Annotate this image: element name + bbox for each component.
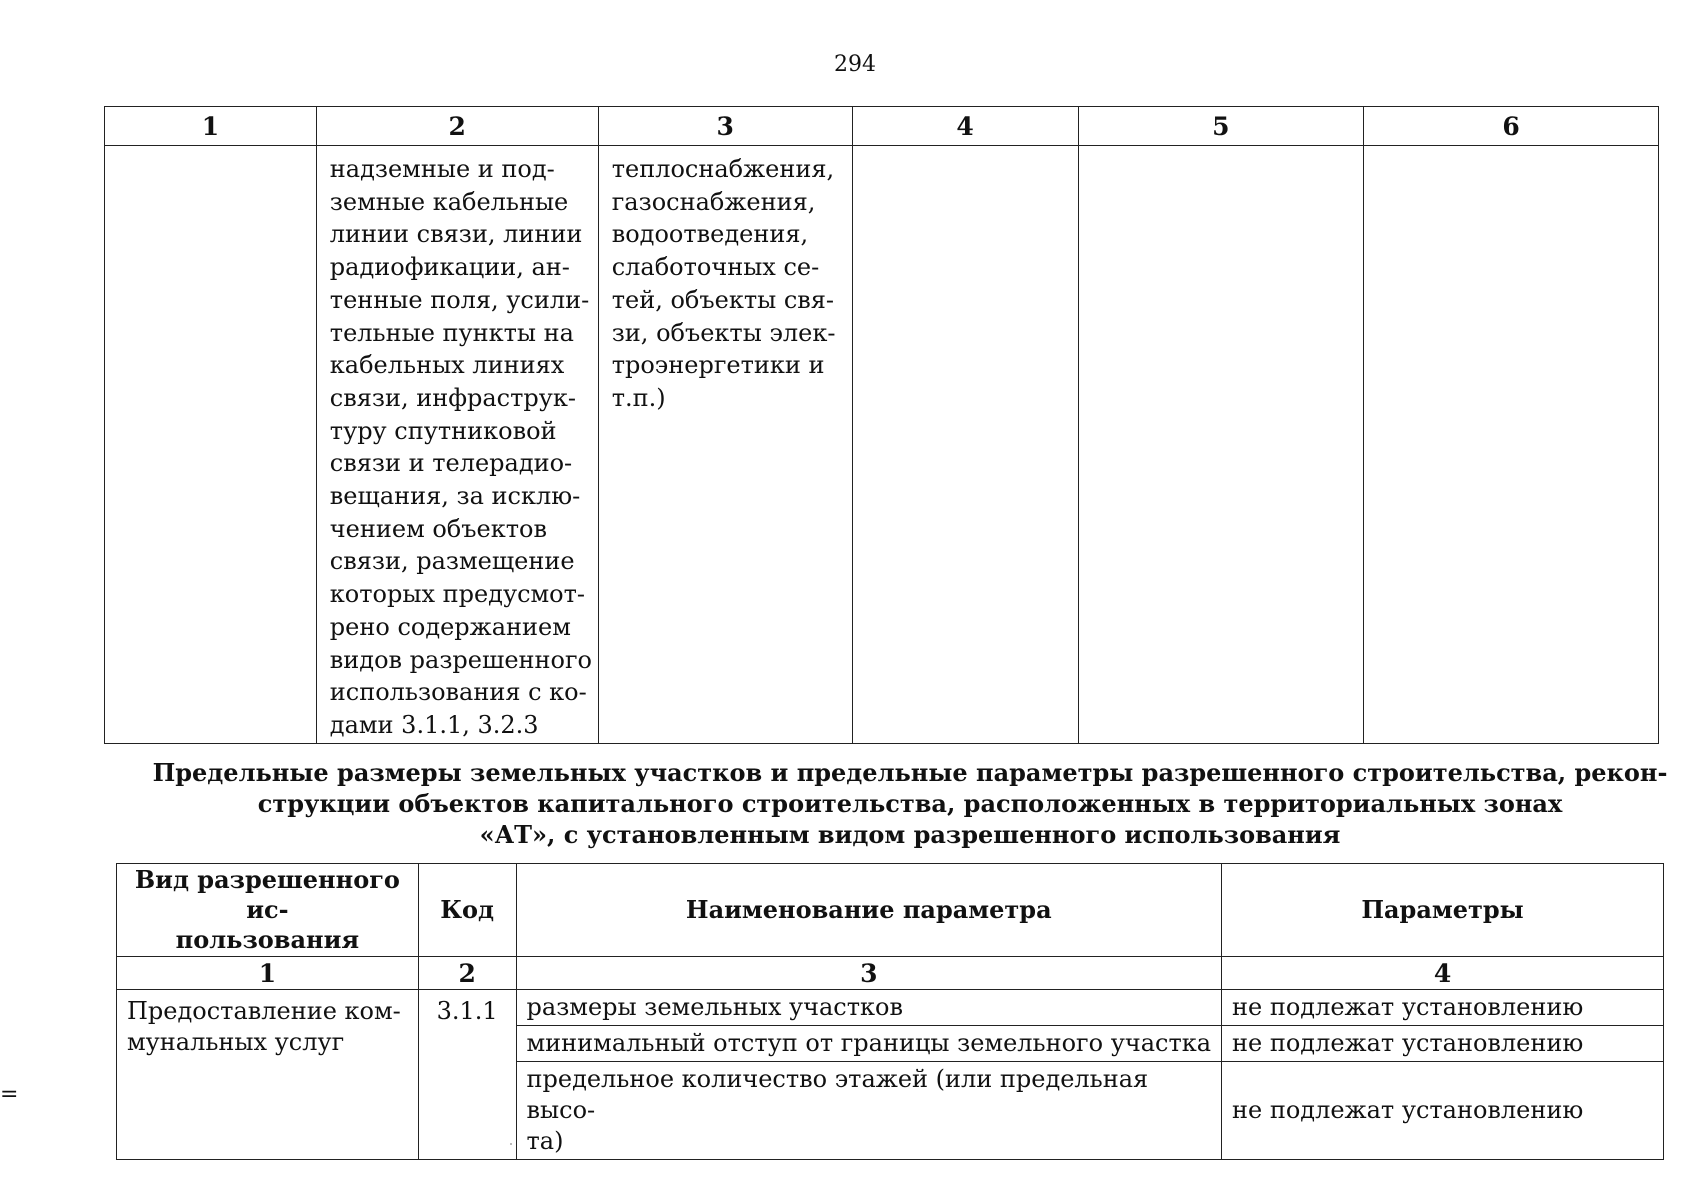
table-cell bbox=[316, 146, 598, 744]
margin-mark: = bbox=[0, 1082, 19, 1107]
column-number: 4 bbox=[852, 107, 1078, 146]
table-row bbox=[117, 990, 1664, 1026]
continuation-table bbox=[104, 106, 1659, 744]
header-param-name: Наименование параметра bbox=[516, 864, 1222, 957]
allowed-use-description: надземные и под- земные кабельные линии связи, линии радиофикации, ан- тенные поля, усили- тельные пункты на кабельных линиях связи, инфраструк- туру спутниковой связи и телерадио- вещания, за исклю- чением объектов связи, размещение которых предусмот- рено содержанием видов разрешенного использования с ко- дами 3.1.1, 3.2.3 bbox=[329, 155, 592, 739]
column-number: 4 bbox=[1222, 957, 1664, 990]
section-heading-line: «АТ», с установленным видом разрешенного использования bbox=[479, 820, 1341, 849]
param-name-cell: минимальный отступ от границы земельного участка bbox=[516, 1026, 1222, 1062]
facility-types-description: теплоснабжения, газоснабжения, водоотведения, слаботочных се- тей, объекты свя- зи, объекты элек- троэнергетики и т.п.) bbox=[611, 155, 836, 412]
column-number: 6 bbox=[1364, 107, 1659, 146]
param-value-cell: не подлежат установлению bbox=[1222, 1062, 1664, 1160]
param-name-cell: предельное количество этажей (или предельная высо- та) bbox=[516, 1062, 1222, 1160]
use-type-cell: Предоставление ком- мунальных услуг bbox=[117, 990, 419, 1160]
section-heading bbox=[110, 757, 1697, 850]
column-number: 5 bbox=[1078, 107, 1364, 146]
header-params: Параметры bbox=[1222, 864, 1664, 957]
column-number: 1 bbox=[117, 957, 419, 990]
header-code: Код bbox=[418, 864, 516, 957]
column-number: 1 bbox=[105, 107, 317, 146]
table-cell bbox=[598, 146, 852, 744]
column-number-row bbox=[117, 957, 1664, 990]
table-row bbox=[105, 146, 1659, 744]
section-heading-line: Предельные размеры земельных участков и предельные параметры разрешенного строительства, рекон- bbox=[152, 758, 1668, 787]
column-number: 3 bbox=[516, 957, 1222, 990]
column-number: 3 bbox=[598, 107, 852, 146]
param-value-cell: не подлежат установлению bbox=[1222, 990, 1664, 1026]
section-heading-line: струкции объектов капитального строительства, расположенных в территориальных зонах bbox=[257, 789, 1563, 818]
parameters-table bbox=[116, 863, 1664, 1160]
page-number: 294 bbox=[834, 52, 876, 77]
table-cell bbox=[1364, 146, 1659, 744]
header-use-type: Вид разрешенного ис- пользования bbox=[117, 864, 419, 957]
column-number-row bbox=[105, 107, 1659, 146]
param-value-cell: не подлежат установлению bbox=[1222, 1026, 1664, 1062]
code-cell: 3.1.1 bbox=[418, 990, 516, 1160]
column-number: 2 bbox=[316, 107, 598, 146]
scan-speck bbox=[510, 1143, 512, 1145]
header-row bbox=[117, 864, 1664, 957]
param-name-cell: размеры земельных участков bbox=[516, 990, 1222, 1026]
table-cell bbox=[852, 146, 1078, 744]
column-number: 2 bbox=[418, 957, 516, 990]
table-cell bbox=[105, 146, 317, 744]
table-cell bbox=[1078, 146, 1364, 744]
